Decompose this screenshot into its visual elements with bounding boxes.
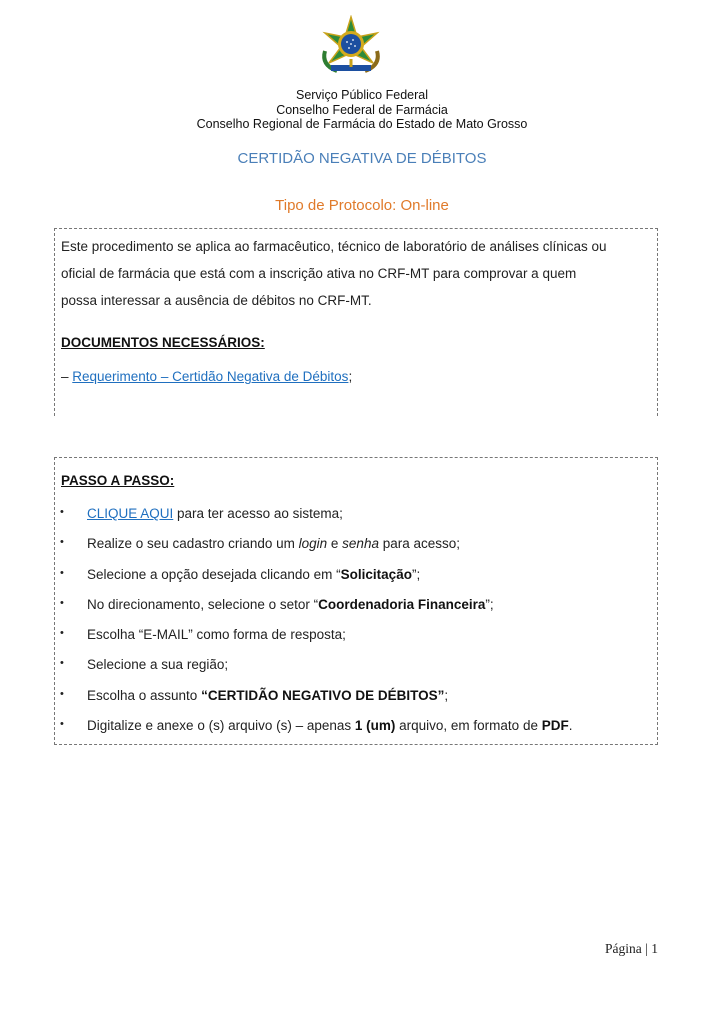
- bullet: •: [60, 687, 64, 700]
- step-bold: Coordenadoria Financeira: [318, 596, 486, 612]
- step-text: Digitalize e anexe o (s) arquivo (s) – apenas: [87, 718, 355, 734]
- step-item: [58, 506, 572, 536]
- header-line-3: Conselho Regional de Farmácia do Estado de Mato Grosso: [196, 117, 528, 131]
- step-text: ”;: [485, 596, 494, 612]
- clique-aqui-link[interactable]: CLIQUE AQUI: [87, 506, 174, 521]
- step-text: No direcionamento, selecione o setor “: [87, 596, 319, 612]
- step-text: arquivo, em formato de: [395, 718, 542, 734]
- bullet: •: [60, 718, 64, 731]
- step-item: [58, 688, 572, 718]
- step-bold: Solicitação: [340, 566, 412, 582]
- bullet: •: [60, 536, 64, 549]
- step-text: Selecione a sua região;: [87, 657, 229, 673]
- step-senha: senha: [342, 536, 379, 552]
- step-item: [58, 718, 572, 748]
- step-bold: 1 (um): [354, 718, 396, 734]
- step-bold: “CERTIDÃO NEGATIVO DE DÉBITOS”: [201, 687, 445, 703]
- step-item: [58, 597, 572, 627]
- bullet: •: [60, 596, 64, 609]
- step-login: login: [298, 536, 328, 552]
- documents-item: [61, 369, 352, 384]
- header-block: [0, 88, 724, 132]
- intro-box: [54, 228, 658, 416]
- documents-item-suffix: ;: [348, 369, 353, 384]
- steps-heading: PASSO A PASSO:: [61, 473, 175, 488]
- step-text: para ter acesso ao sistema;: [173, 506, 343, 521]
- brazil-coat-of-arms-icon: [317, 15, 385, 75]
- header-line-2: Conselho Federal de Farmácia: [276, 102, 448, 117]
- step-text: Escolha o assunto: [87, 687, 202, 703]
- step-text: Selecione a opção desejada clicando em “: [87, 566, 341, 582]
- step-text: Realize o seu cadastro criando um: [87, 536, 299, 552]
- intro-line-3: possa interessar a ausência de débitos no CRF-MT.: [61, 293, 372, 308]
- documents-item-prefix: –: [61, 369, 73, 384]
- step-item: [58, 567, 572, 597]
- step-item: [58, 627, 572, 657]
- bullet: •: [60, 627, 64, 640]
- bullet: •: [60, 566, 64, 579]
- step-text: .: [568, 718, 573, 734]
- document-title: CERTIDÃO NEGATIVA DE DÉBITOS: [237, 150, 487, 167]
- step-text: ”;: [411, 566, 421, 582]
- bullet: •: [60, 506, 64, 518]
- steps-list: [58, 506, 572, 748]
- page-number: Página | 1: [605, 941, 658, 956]
- step-item: [58, 536, 572, 566]
- step-text: ;: [444, 687, 449, 703]
- protocol-type: Tipo de Protocolo: On-line: [275, 197, 449, 214]
- step-bold: PDF: [541, 718, 569, 734]
- requerimento-link[interactable]: Requerimento – Certidão Negativa de Débitos: [72, 369, 349, 384]
- bullet: •: [60, 657, 64, 670]
- header-line-1: Serviço Público Federal: [295, 88, 428, 102]
- step-text: Escolha “E-MAIL” como forma de resposta;: [87, 627, 346, 643]
- step-text: e: [327, 536, 343, 552]
- step-text: para acesso;: [378, 536, 461, 552]
- documents-heading: DOCUMENTOS NECESSÁRIOS:: [61, 335, 265, 350]
- step-item: [58, 657, 572, 687]
- intro-line-1: Este procedimento se aplica ao farmacêutico, técnico de laboratório de análises clínicas ou: [61, 239, 607, 254]
- intro-line-2: oficial de farmácia que está com a inscrição ativa no CRF-MT para comprovar a quem: [61, 266, 577, 281]
